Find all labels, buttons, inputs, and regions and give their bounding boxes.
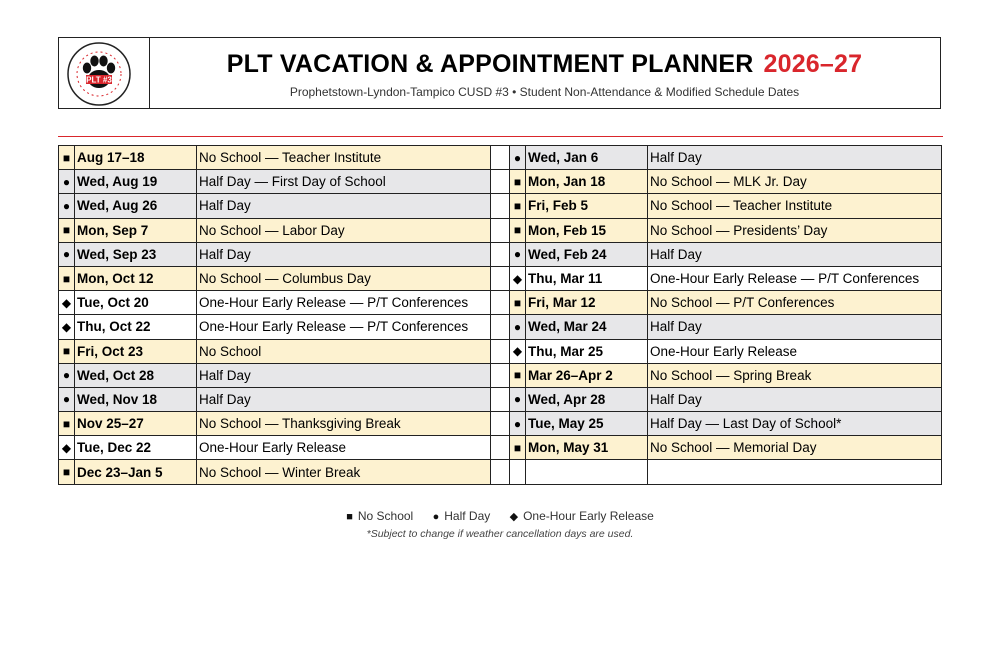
svg-text:PLT #3: PLT #3 <box>86 75 112 85</box>
square-icon: ■ <box>510 436 526 460</box>
circle-icon: ● <box>510 387 526 411</box>
event-date: Wed, Jan 6 <box>526 146 648 170</box>
table-row <box>59 266 942 290</box>
event-date: Wed, Apr 28 <box>526 387 648 411</box>
circle-icon: ● <box>510 412 526 436</box>
table-row <box>59 146 942 170</box>
circle-icon: ● <box>510 315 526 339</box>
event-description: No School — Memorial Day <box>648 436 942 460</box>
circle-icon: ● <box>510 242 526 266</box>
circle-icon: ● <box>59 387 75 411</box>
event-description: No School — Spring Break <box>648 363 942 387</box>
event-description: Half Day <box>648 315 942 339</box>
column-gap <box>491 436 510 460</box>
column-gap <box>491 218 510 242</box>
table-row <box>59 363 942 387</box>
event-date: Fri, Feb 5 <box>526 194 648 218</box>
event-date: Nov 25–27 <box>75 412 197 436</box>
diamond-icon: ◆ <box>59 291 75 315</box>
event-date <box>526 460 648 484</box>
table-row <box>59 315 942 339</box>
event-date: Mar 26–Apr 2 <box>526 363 648 387</box>
event-description: Half Day <box>648 146 942 170</box>
event-description <box>648 460 942 484</box>
diamond-icon: ◆ <box>510 266 526 290</box>
square-icon: ■ <box>510 363 526 387</box>
event-date: Mon, Feb 15 <box>526 218 648 242</box>
blank-icon <box>510 460 526 484</box>
event-date: Mon, Jan 18 <box>526 170 648 194</box>
table-row <box>59 218 942 242</box>
square-icon: ■ <box>510 194 526 218</box>
event-description: No School — Winter Break <box>197 460 491 484</box>
event-description: No School — P/T Conferences <box>648 291 942 315</box>
column-gap <box>491 460 510 484</box>
column-gap <box>491 242 510 266</box>
square-icon: ■ <box>59 339 75 363</box>
red-divider <box>58 136 943 137</box>
legend-half-day <box>433 509 491 523</box>
page-subtitle: Prophetstown-Lyndon-Tampico CUSD #3 • Student Non-Attendance & Modified Schedule Dates <box>289 85 800 99</box>
event-date: Mon, Sep 7 <box>75 218 197 242</box>
column-gap <box>491 339 510 363</box>
event-description: Half Day — First Day of School <box>197 170 491 194</box>
page-title <box>149 50 940 79</box>
event-description: No School — MLK Jr. Day <box>648 170 942 194</box>
event-description: Half Day <box>197 363 491 387</box>
circle-icon: ● <box>59 170 75 194</box>
event-date: Aug 17–18 <box>75 146 197 170</box>
event-description: Half Day <box>197 387 491 411</box>
event-date: Fri, Oct 23 <box>75 339 197 363</box>
table-row <box>59 387 942 411</box>
square-icon: ■ <box>59 218 75 242</box>
event-date: Wed, Aug 19 <box>75 170 197 194</box>
event-description: One-Hour Early Release — P/T Conferences <box>197 291 491 315</box>
circle-icon: ● <box>510 146 526 170</box>
circle-icon: ● <box>59 363 75 387</box>
event-description: One-Hour Early Release <box>197 436 491 460</box>
table-row <box>59 460 942 484</box>
event-description: No School — Columbus Day <box>197 266 491 290</box>
table-row <box>59 242 942 266</box>
title-year: 2026–27 <box>763 50 863 78</box>
event-description: Half Day <box>197 242 491 266</box>
table-row <box>59 170 942 194</box>
event-date: Fri, Mar 12 <box>526 291 648 315</box>
circle-icon: ● <box>59 242 75 266</box>
logo-cell <box>59 38 150 108</box>
table-row <box>59 436 942 460</box>
footnote: *Subject to change if weather cancellation days are used. <box>366 528 634 540</box>
title-text: PLT VACATION & APPOINTMENT PLANNER <box>226 50 754 78</box>
square-icon: ■ <box>59 146 75 170</box>
event-description: No School — Thanksgiving Break <box>197 412 491 436</box>
column-gap <box>491 315 510 339</box>
legend-label: Half Day <box>444 509 491 523</box>
legend-no-school <box>346 509 413 523</box>
event-date: Tue, May 25 <box>526 412 648 436</box>
diamond-icon: ◆ <box>59 315 75 339</box>
square-icon: ■ <box>510 291 526 315</box>
event-date: Mon, Oct 12 <box>75 266 197 290</box>
event-date: Wed, Nov 18 <box>75 387 197 411</box>
diamond-icon: ◆ <box>509 511 519 523</box>
square-icon: ■ <box>510 218 526 242</box>
event-description: No School — Presidents’ Day <box>648 218 942 242</box>
legend-label: No School <box>357 509 414 523</box>
paw-logo <box>66 41 132 107</box>
table-row <box>59 291 942 315</box>
event-description: Half Day <box>648 242 942 266</box>
event-date: Wed, Mar 24 <box>526 315 648 339</box>
column-gap <box>491 363 510 387</box>
legend-early-release <box>510 509 654 523</box>
circle-icon: ● <box>432 511 440 523</box>
schedule-table <box>58 145 942 485</box>
table-row <box>59 339 942 363</box>
event-date: Wed, Aug 26 <box>75 194 197 218</box>
square-icon: ■ <box>346 511 353 523</box>
square-icon: ■ <box>59 460 75 484</box>
event-date: Wed, Sep 23 <box>75 242 197 266</box>
table-row <box>59 412 942 436</box>
column-gap <box>491 291 510 315</box>
diamond-icon: ◆ <box>510 339 526 363</box>
event-description: Half Day <box>197 194 491 218</box>
event-date: Thu, Mar 25 <box>526 339 648 363</box>
column-gap <box>491 194 510 218</box>
event-date: Wed, Oct 28 <box>75 363 197 387</box>
event-description: No School — Labor Day <box>197 218 491 242</box>
event-date: Mon, May 31 <box>526 436 648 460</box>
event-date: Wed, Feb 24 <box>526 242 648 266</box>
event-description: No School <box>197 339 491 363</box>
event-date: Tue, Oct 20 <box>75 291 197 315</box>
column-gap <box>491 266 510 290</box>
event-description: One-Hour Early Release <box>648 339 942 363</box>
legend <box>0 509 1000 523</box>
header-box <box>58 37 941 109</box>
square-icon: ■ <box>510 170 526 194</box>
event-description: No School — Teacher Institute <box>648 194 942 218</box>
square-icon: ■ <box>59 412 75 436</box>
event-description: No School — Teacher Institute <box>197 146 491 170</box>
event-description: One-Hour Early Release — P/T Conferences <box>197 315 491 339</box>
event-date: Tue, Dec 22 <box>75 436 197 460</box>
event-date: Thu, Mar 11 <box>526 266 648 290</box>
circle-icon: ● <box>59 194 75 218</box>
column-gap <box>491 170 510 194</box>
event-description: Half Day — Last Day of School* <box>648 412 942 436</box>
column-gap <box>491 387 510 411</box>
table-row <box>59 194 942 218</box>
event-date: Dec 23–Jan 5 <box>75 460 197 484</box>
square-icon: ■ <box>59 266 75 290</box>
legend-label: One-Hour Early Release <box>523 509 654 523</box>
diamond-icon: ◆ <box>59 436 75 460</box>
event-description: Half Day <box>648 387 942 411</box>
event-date: Thu, Oct 22 <box>75 315 197 339</box>
column-gap <box>491 146 510 170</box>
event-description: One-Hour Early Release — P/T Conferences <box>648 266 942 290</box>
column-gap <box>491 412 510 436</box>
